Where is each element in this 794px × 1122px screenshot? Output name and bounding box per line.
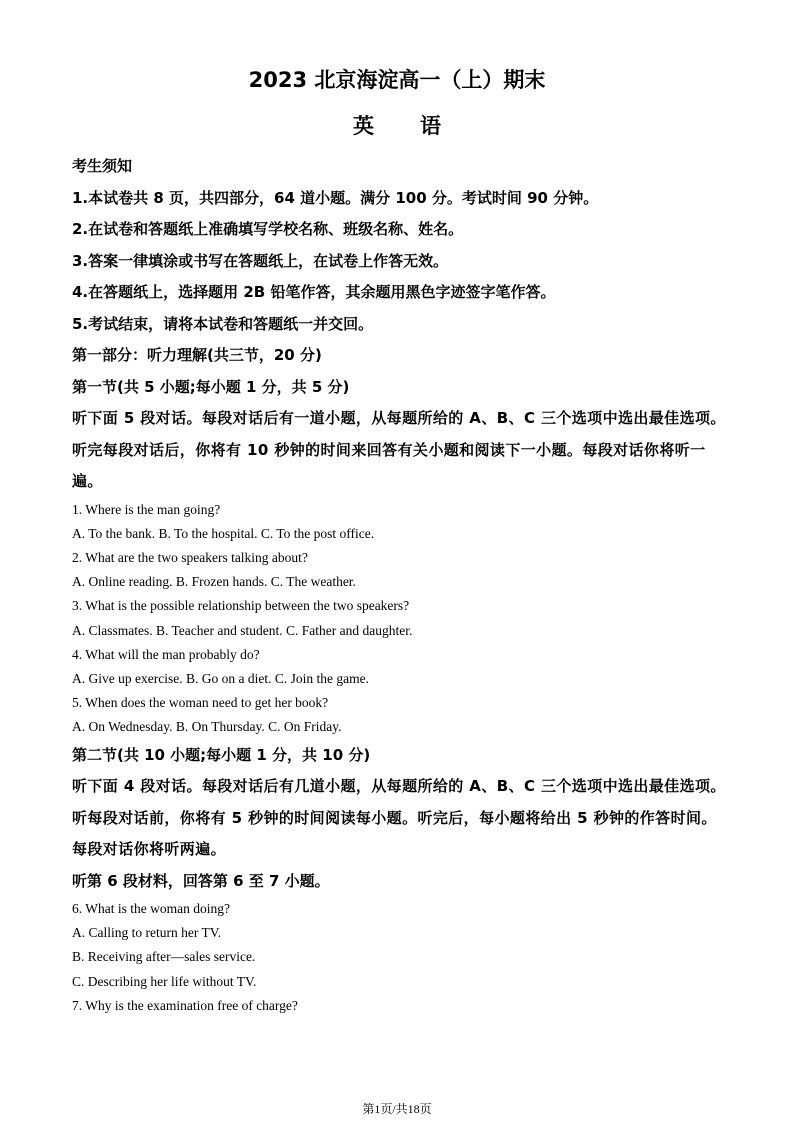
exam-title: 2023 北京海淀高一（上）期末 (248, 68, 546, 92)
section2-heading: 第二节(共 10 小题;每小题 1 分，共 10 分) (72, 745, 371, 764)
question-1-options: A. To the bank. B. To the hospital. C. To the post office. (72, 525, 375, 541)
notice-heading: 考生须知 (72, 157, 133, 175)
page-number: 第1页/共18页 (362, 1102, 432, 1116)
exam-body (72, 151, 732, 1018)
notice-item: 4.在答题纸上，选择题用 2B 铅笔作答，其余题用黑色字迹签字笔作答。 (72, 283, 556, 301)
question-3: 3. What is the possible relationship between the two speakers? (72, 598, 410, 614)
question-2: 2. What are the two speakers talking about? (72, 549, 308, 565)
question-2-options: A. Online reading. B. Frozen hands. C. The weather. (72, 574, 356, 590)
material-note: 听第 6 段材料，回答第 6 至 7 小题。 (72, 871, 330, 890)
section2-instructions: 听下面 4 段对话。每段对话后有几道小题，从每题所给的 A、B、C 三个选项中选出最佳选项。听每段对话前，你将有 5 秒钟的时间阅读每小题。听完后，每小题将给出 5 秒钟的作答时间。每段对话你将听两遍。 (72, 777, 726, 859)
section1-heading: 第一节(共 5 小题;每小题 1 分，共 5 分) (72, 377, 350, 396)
question-5-options: A. On Wednesday. B. On Thursday. C. On Friday. (72, 719, 342, 735)
notice-item: 5.考试结束，请将本试卷和答题纸一并交回。 (72, 314, 374, 333)
question-4: 4. What will the man probably do? (72, 646, 260, 662)
subject-char-2: 语 (420, 114, 441, 138)
question-6-option-c: C. Describing her life without TV. (72, 973, 257, 989)
question-5: 5. When does the woman need to get her book? (72, 695, 329, 711)
part1-heading: 第一部分：听力理解(共三节，20 分) (72, 346, 322, 364)
subject-char-1: 英 (353, 114, 374, 138)
question-6: 6. What is the woman doing? (72, 901, 230, 917)
question-6-option-b: B. Receiving after—sales service. (72, 949, 256, 965)
question-4-options: A. Give up exercise. B. Go on a diet. C. Join the game. (72, 670, 369, 686)
question-7: 7. Why is the examination free of charge? (72, 997, 298, 1013)
subject-heading (0, 110, 794, 140)
notice-item: 1.本试卷共 8 页，共四部分，64 道小题。满分 100 分。考试时间 90 分钟。 (72, 188, 599, 207)
question-1: 1. Where is the man going? (72, 501, 221, 517)
notice-item: 3.答案一律填涂或书写在答题纸上，在试卷上作答无效。 (72, 251, 449, 270)
notice-item: 2.在试卷和答题纸上准确填写学校名称、班级名称、姓名。 (72, 220, 464, 238)
question-6-option-a: A. Calling to return her TV. (72, 925, 222, 941)
question-3-options: A. Classmates. B. Teacher and student. C. Father and daughter. (72, 622, 413, 638)
section1-instructions: 听下面 5 段对话。每段对话后有一道小题，从每题所给的 A、B、C 三个选项中选出最佳选项。听完每段对话后，你将有 10 秒钟的时间来回答有关小题和阅读下一小题。每段对话你将听一遍。 (72, 409, 726, 490)
